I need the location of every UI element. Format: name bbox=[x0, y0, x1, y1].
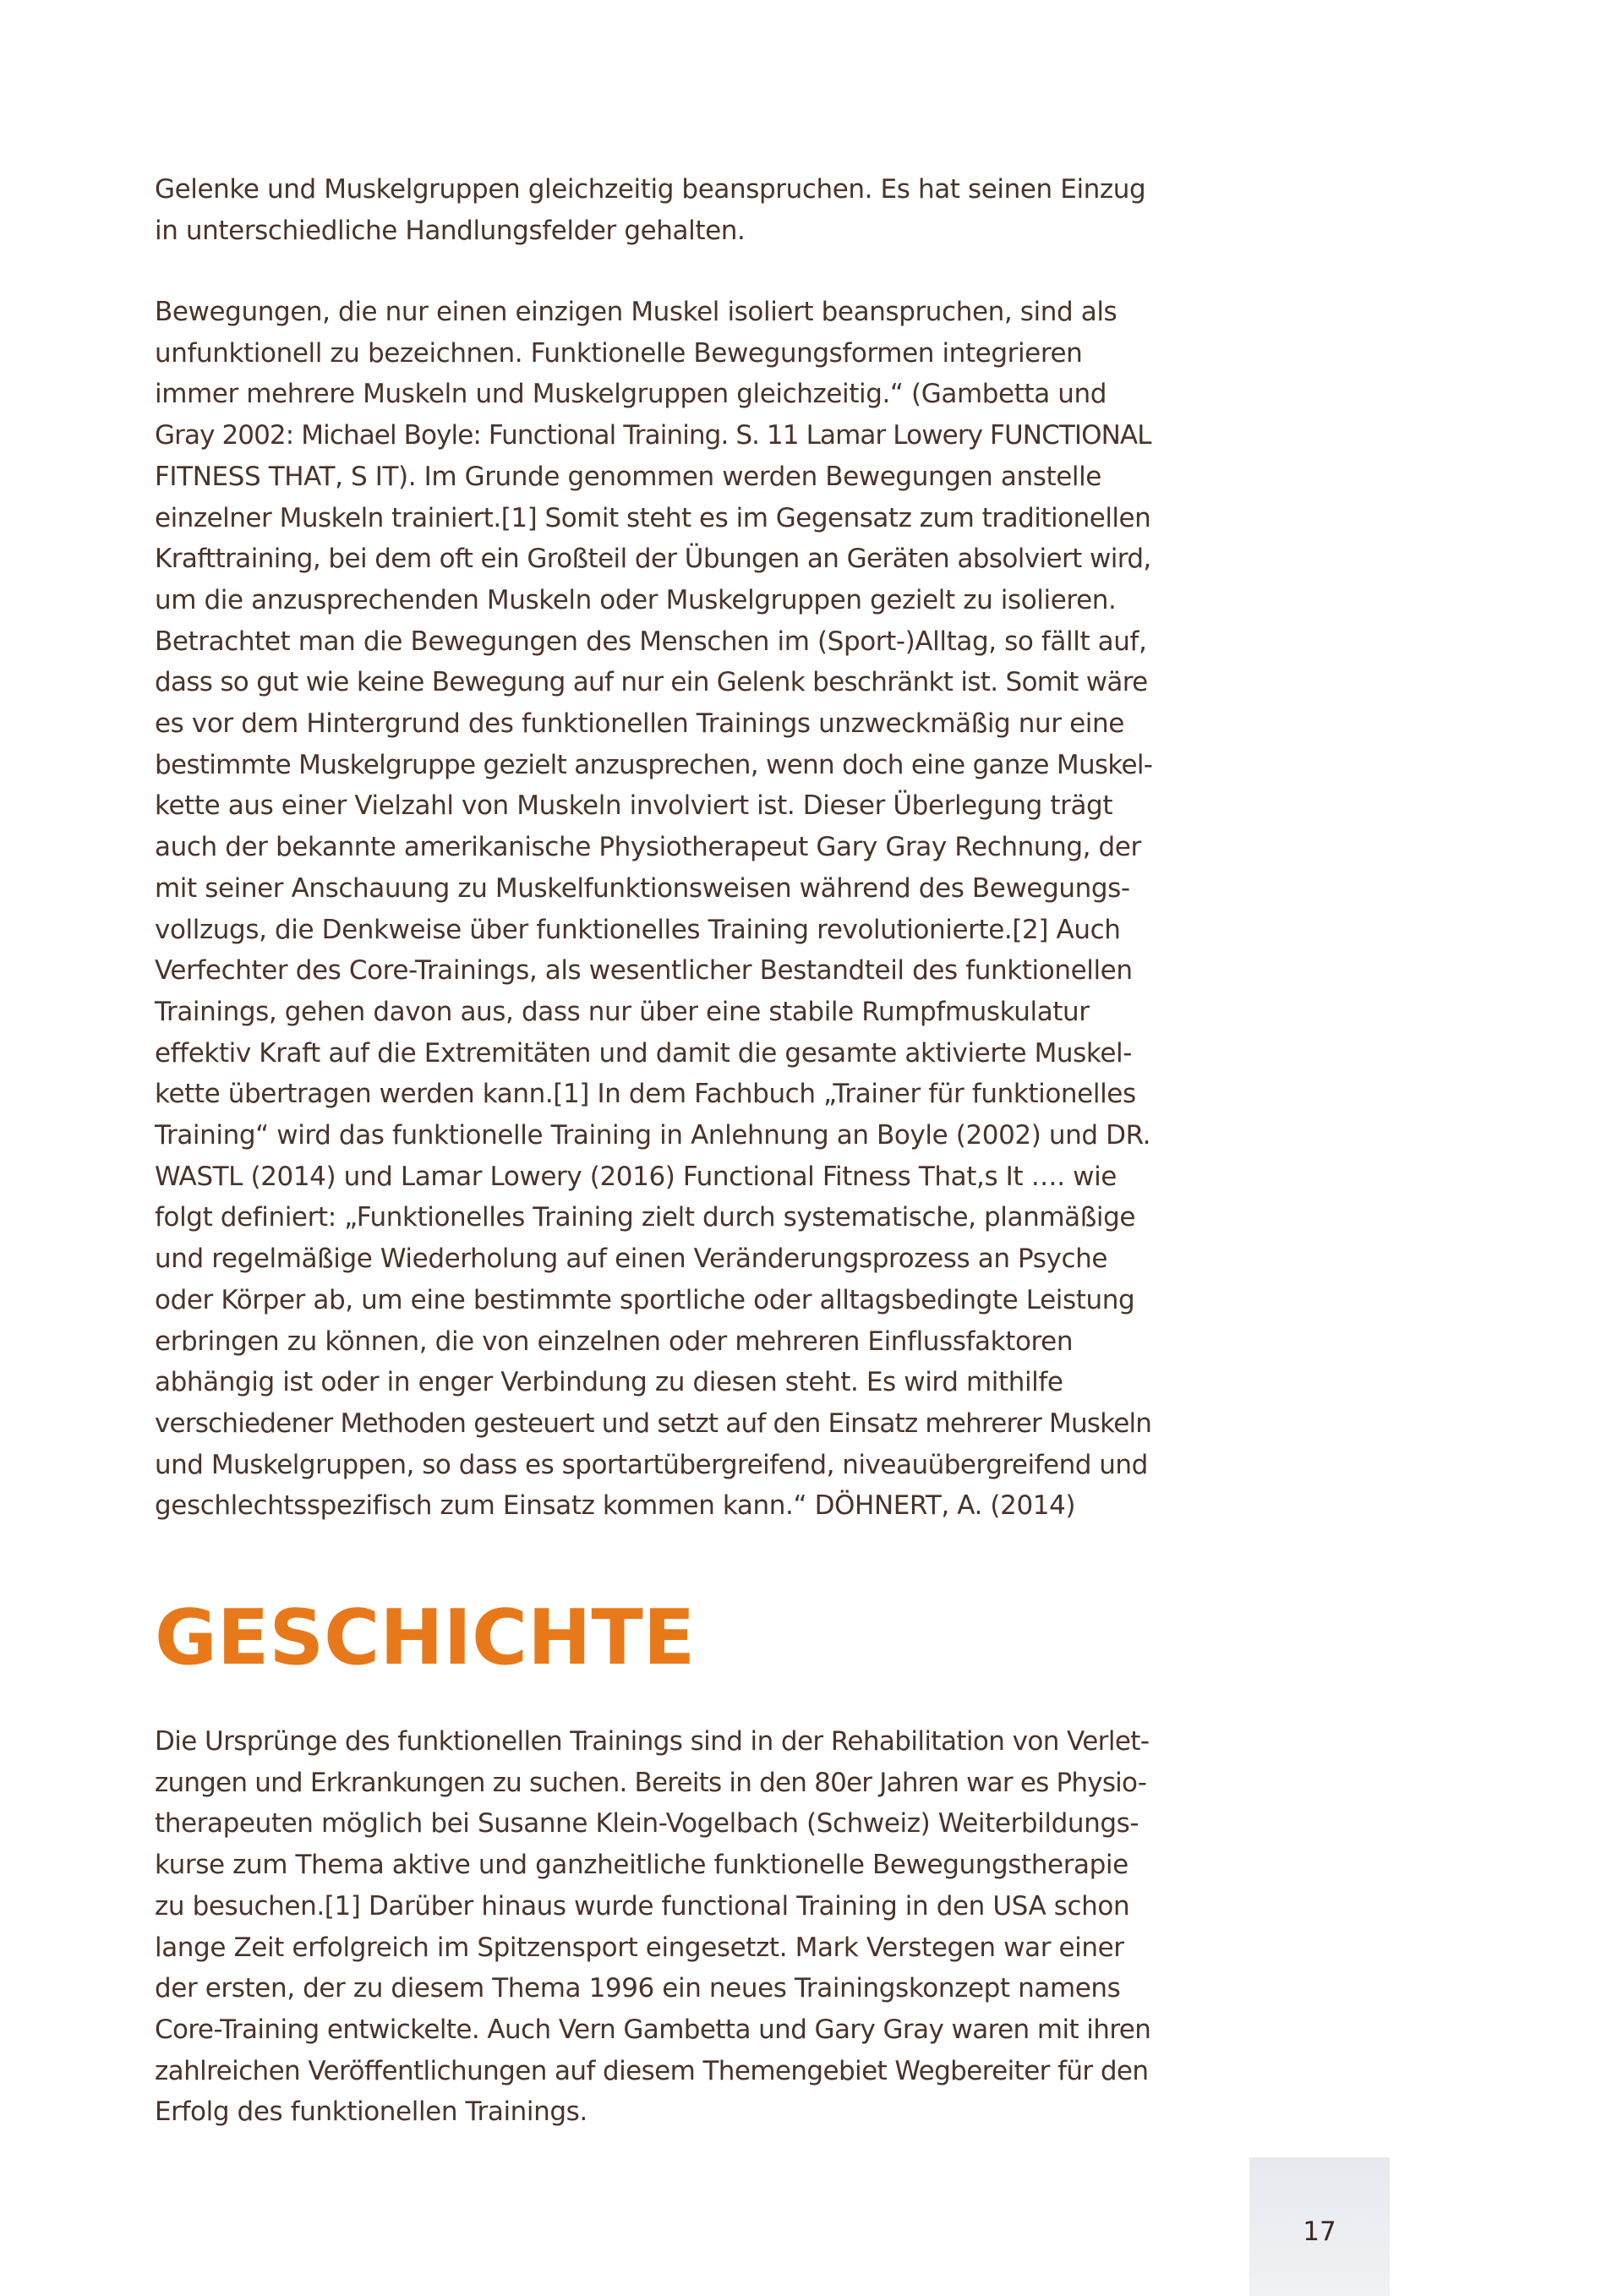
text-line: lange Zeit erfolgreich im Spitzensport eingesetzt. Mark Verstegen war einer bbox=[155, 1932, 1124, 1963]
text-line: auch der bekannte amerikanische Physiotherapeut Gary Gray Rechnung, der bbox=[155, 832, 1141, 863]
text-line: kette übertragen werden kann.[1] In dem Fachbuch „Trainer für funktionelles bbox=[155, 1079, 1136, 1110]
text-line: folgt definiert: „Funktionelles Training zielt durch systematische, planmäßige bbox=[155, 1202, 1136, 1233]
text-line: FITNESS THAT, S IT). Im Grunde genommen werden Bewegungen anstelle bbox=[155, 461, 1101, 492]
text-line: und regelmäßige Wiederholung auf einen Veränderungsprozess an Psyche bbox=[155, 1244, 1108, 1275]
text-line: immer mehrere Muskeln und Muskelgruppen gleichzeitig.“ (Gambetta und bbox=[155, 379, 1107, 410]
text-line: zungen und Erkrankungen zu suchen. Bereits in den 80er Jahren war es Physio- bbox=[155, 1767, 1147, 1798]
text-line: in unterschiedliche Handlungsfelder gehalten. bbox=[155, 215, 746, 246]
text-line: erbringen zu können, die von einzelnen oder mehreren Einflussfaktoren bbox=[155, 1326, 1074, 1357]
section-heading: GESCHICHTE bbox=[155, 1594, 696, 1682]
text-line: zu besuchen.[1] Darüber hinaus wurde functional Training in den USA schon bbox=[155, 1890, 1130, 1922]
text-line: effektiv Kraft auf die Extremitäten und damit die gesamte aktivierte Muskel- bbox=[155, 1037, 1133, 1069]
text-line: es vor dem Hintergrund des funktionellen Trainings unzweckmäßig nur eine bbox=[155, 708, 1124, 740]
text-line: einzelner Muskeln trainiert.[1] Somit steht es im Gegensatz zum traditionellen bbox=[155, 502, 1151, 533]
text-line: Krafttraining, bei dem oft ein Großteil der Übungen an Geräten absolviert wird, bbox=[155, 544, 1151, 575]
text-line: Erfolg des funktionellen Trainings. bbox=[155, 2096, 587, 2128]
text-line: und Muskelgruppen, so dass es sportartübergreifend, niveauübergreifend und bbox=[155, 1449, 1148, 1480]
text-line: verschiedener Methoden gesteuert und setzt auf den Einsatz mehrerer Muskeln bbox=[155, 1408, 1152, 1439]
text-line: kurse zum Thema aktive und ganzheitliche funktionelle Bewegungstherapie bbox=[155, 1850, 1128, 1881]
text-line: therapeuten möglich bei Susanne Klein-Vogelbach (Schweiz) Weiterbildungs- bbox=[155, 1808, 1139, 1840]
text-line: Die Ursprünge des funktionellen Trainings sind in der Rehabilitation von Verlet- bbox=[155, 1726, 1150, 1757]
text-line: um die anzusprechenden Muskeln oder Muskelgruppen gezielt zu isolieren. bbox=[155, 584, 1117, 615]
text-line: vollzugs, die Denkweise über funktionelles Training revolutionierte.[2] Auch bbox=[155, 914, 1121, 945]
paragraph-intro bbox=[155, 169, 1152, 251]
text-line: abhängig ist oder in enger Verbindung zu diesen steht. Es wird mithilfe bbox=[155, 1367, 1063, 1398]
text-line: kette aus einer Vielzahl von Muskeln involviert ist. Dieser Überlegung trägt bbox=[155, 790, 1113, 822]
text-line: Training“ wird das funktionelle Training in Anlehnung an Boyle (2002) und DR. bbox=[155, 1120, 1151, 1151]
text-line: mit seiner Anschauung zu Muskelfunktionsweisen während des Bewegungs- bbox=[155, 872, 1130, 904]
text-line: dass so gut wie keine Bewegung auf nur ein Gelenk beschränkt ist. Somit wäre bbox=[155, 667, 1148, 698]
text-line: Trainings, gehen davon aus, dass nur über eine stabile Rumpfmuskulatur bbox=[155, 996, 1090, 1027]
page-number-tab bbox=[1249, 2157, 1390, 2296]
text-line: bestimmte Muskelgruppe gezielt anzusprechen, wenn doch eine ganze Muskel- bbox=[155, 749, 1153, 780]
text-line: Verfechter des Core-Trainings, als wesentlicher Bestandteil des funktionellen bbox=[155, 955, 1133, 987]
text-line: der ersten, der zu diesem Thema 1996 ein neues Trainingskonzept namens bbox=[155, 1973, 1121, 2004]
text-line: zahlreichen Veröffentlichungen auf diesem Themengebiet Wegbereiter für den bbox=[155, 2055, 1149, 2086]
text-line: Bewegungen, die nur einen einzigen Muskel isoliert beanspruchen, sind als bbox=[155, 297, 1118, 327]
paragraph-definition bbox=[155, 292, 1152, 1527]
text-line: Gray 2002: Michael Boyle: Functional Training. S. 11 Lamar Lowery FUNCTIONAL bbox=[155, 420, 1151, 451]
text-line: WASTL (2014) und Lamar Lowery (2016) Functional Fitness That,s It …. wie bbox=[155, 1161, 1117, 1192]
text-line: Core-Training entwickelte. Auch Vern Gambetta und Gary Gray waren mit ihren bbox=[155, 2014, 1151, 2045]
text-line: oder Körper ab, um eine bestimmte sportliche oder alltagsbedingte Leistung bbox=[155, 1284, 1135, 1315]
text-line: Betrachtet man die Bewegungen des Menschen im (Sport-)Alltag, so fällt auf, bbox=[155, 626, 1147, 657]
text-line: geschlechtsspezifisch zum Einsatz kommen kann.“ DÖHNERT, A. (2014) bbox=[155, 1490, 1076, 1522]
paragraph-history bbox=[155, 1721, 1152, 2133]
text-line: unfunktionell zu bezeichnen. Funktionelle Bewegungsformen integrieren bbox=[155, 337, 1083, 369]
text-line: Gelenke und Muskelgruppen gleichzeitig beanspruchen. Es hat seinen Einzug bbox=[155, 174, 1146, 205]
page-number: 17 bbox=[1303, 2217, 1336, 2247]
